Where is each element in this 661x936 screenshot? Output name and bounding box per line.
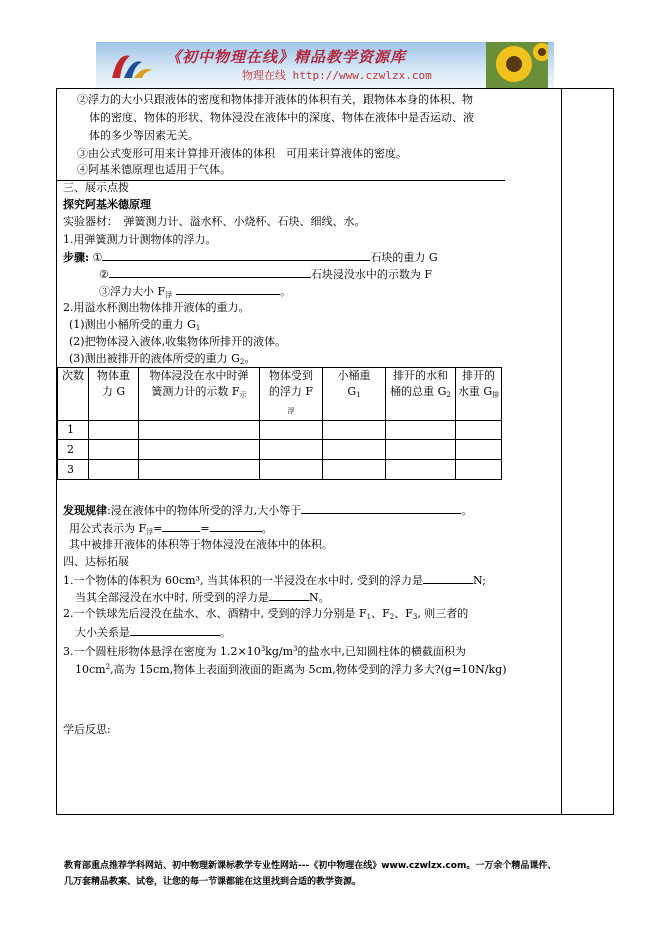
table-cell[interactable] <box>89 440 139 460</box>
section-3-heading: 三、展示点拨 <box>63 181 129 194</box>
banner-url[interactable]: 物理在线 http://www.czwlzx.com <box>242 69 432 82</box>
footer-line-2: 几万套精品教案、试卷，让您的每一节课都能在这里找到合适的教学资源。 <box>64 877 362 887</box>
materials-text: 实验器材： 弹簧测力计、溢水杯、小烧杯、石块、细线、水。 <box>63 215 366 228</box>
step-1-heading: 1.用弹簧测力计测物体的浮力。 <box>63 233 217 246</box>
answer-blank[interactable] <box>269 590 309 601</box>
table-cell[interactable] <box>323 421 386 440</box>
header-spring-reading: 物体浸没在水中时弹 簧测力计的示数 $F_示$ <box>139 368 260 421</box>
section-3-title: 探究阿基米德原理 <box>63 198 151 211</box>
table-cell[interactable] <box>139 421 260 440</box>
header-buoyancy: 物体受到 的浮力 F $_浮$ <box>260 368 323 421</box>
formula-line: 用公式表示为 $F_浮=$ = 。 <box>69 522 273 536</box>
header-count: 次数 <box>58 368 89 421</box>
answer-blank[interactable] <box>102 250 370 261</box>
answer-blank[interactable] <box>162 521 200 532</box>
step-2-sub-3: (3)测出被排开的液体所受的重力 $G_2$。 <box>69 352 256 366</box>
footer-line-1: 教育部重点推荐学科网站、初中物理新课标教学专业性网站---《初中物理在线》www.czwlzx.com。一万余个精品课件、 <box>64 861 557 871</box>
table-header-row <box>58 368 502 421</box>
answer-blank[interactable] <box>210 521 262 532</box>
step-1-line-1: 步骤: ① 石块的重力 G <box>63 251 438 264</box>
question-3-line-2: $10cm^2$,高为 15cm,物体上表面到液面的距离为 5cm,物体受到的浮力多大?(g=10N/kg) <box>75 663 507 676</box>
findings-line: 发现规律:浸在液体中的物体所受的浮力,大小等于 。 <box>63 504 473 517</box>
table-cell[interactable] <box>89 421 139 440</box>
answer-blank[interactable] <box>301 503 461 514</box>
footer <box>64 858 604 890</box>
summary-item-2: ②浮力的大小只跟液体的密度和物体排开液体的体积有关，跟物体本身的体积、物 <box>77 93 473 106</box>
section-4-heading: 四、达标拓展 <box>63 555 129 568</box>
summary-item-4: ④阿基米德原理也适用于气体。 <box>77 163 231 176</box>
header-weight: 物体重 力 G <box>89 368 139 421</box>
question-1-line-2: 当其全部浸没在水中时, 所受到的浮力是 N。 <box>75 591 330 604</box>
summary-item-2-cont: 体的密度、物体的形状、物体浸没在液体中的深度、物体在液体中是否运动、液 <box>89 111 474 124</box>
banner-title: 《初中物理在线》精品教学资源库 <box>166 48 407 66</box>
row-number: 3 <box>58 460 89 480</box>
table-cell[interactable] <box>139 460 260 480</box>
table-cell[interactable] <box>139 440 260 460</box>
table-cell[interactable] <box>260 421 323 440</box>
header-displaced-weight: 排开的 水重 $G_排$ <box>456 368 502 421</box>
row-number: 2 <box>58 440 89 460</box>
step-1-line-2: ② 石块浸没水中的示数为 F <box>99 268 433 281</box>
table-cell[interactable] <box>456 460 502 480</box>
step-2-sub-2: (2)把物体浸入液体,收集物体所排开的液体。 <box>69 335 287 348</box>
table-cell[interactable] <box>323 440 386 460</box>
table-cell[interactable] <box>456 440 502 460</box>
summary-item-3: ③由公式变形可用来计算排开液体的体积 可用来计算液体的密度。 <box>77 147 407 160</box>
row-number: 1 <box>58 421 89 440</box>
question-2-line-2: 大小关系是 。 <box>75 626 231 639</box>
header-bucket-weight: 小桶重 $G_1$ <box>323 368 386 421</box>
header-total-weight: 排开的水和 桶的总重 $G_2$ <box>386 368 456 421</box>
header-banner <box>96 42 554 88</box>
question-3-line-1: 3.一个圆柱形物体悬浮在密度为 $1.2\times 10^3kg/m^3$的盐水中,已知圆柱体的横截面积为 <box>63 645 466 658</box>
table-cell[interactable] <box>89 460 139 480</box>
site-logo <box>108 48 154 84</box>
step-2-heading: 2.用溢水杯测出物体排开液体的重力。 <box>63 301 250 314</box>
table-row <box>58 460 502 480</box>
answer-blank[interactable] <box>423 573 473 584</box>
table-cell[interactable] <box>260 460 323 480</box>
column-divider <box>561 89 562 814</box>
table-cell[interactable] <box>456 421 502 440</box>
steps-label: 步骤: <box>63 251 90 264</box>
table-cell[interactable] <box>323 460 386 480</box>
answer-blank[interactable] <box>176 284 280 295</box>
sunflower-icon <box>486 42 548 88</box>
findings-note: 其中被排开液体的体积等于物体浸没在液体中的体积。 <box>69 538 333 551</box>
table-row <box>58 440 502 460</box>
worksheet-frame <box>56 88 614 815</box>
answer-blank[interactable] <box>130 625 220 636</box>
findings-label: 发现规律 <box>63 504 107 517</box>
question-2-line-1: 2.一个铁球先后浸没在盐水、水、酒精中, 受到的浮力分别是 $F_1$、$F_2$、$F_3$, 则三者的 <box>63 607 469 621</box>
table-row <box>58 421 502 440</box>
reflection-label: 学后反思: <box>63 723 111 736</box>
table-cell[interactable] <box>386 421 456 440</box>
data-table <box>57 367 502 480</box>
step-2-sub-1: (1)测出小桶所受的重力 $G_1$ <box>69 318 201 332</box>
step-1-line-3: ③浮力大小 $F_浮$ 。 <box>99 285 292 299</box>
summary-item-2-cont2: 体的多少等因素无关。 <box>89 129 199 142</box>
answer-blank[interactable] <box>109 267 311 278</box>
question-1-line-1: 1.一个物体的体积为 60cm³, 当其体积的一半浸没在水中时, 受到的浮力是 N; <box>63 574 486 587</box>
table-cell[interactable] <box>386 440 456 460</box>
table-cell[interactable] <box>386 460 456 480</box>
table-cell[interactable] <box>260 440 323 460</box>
